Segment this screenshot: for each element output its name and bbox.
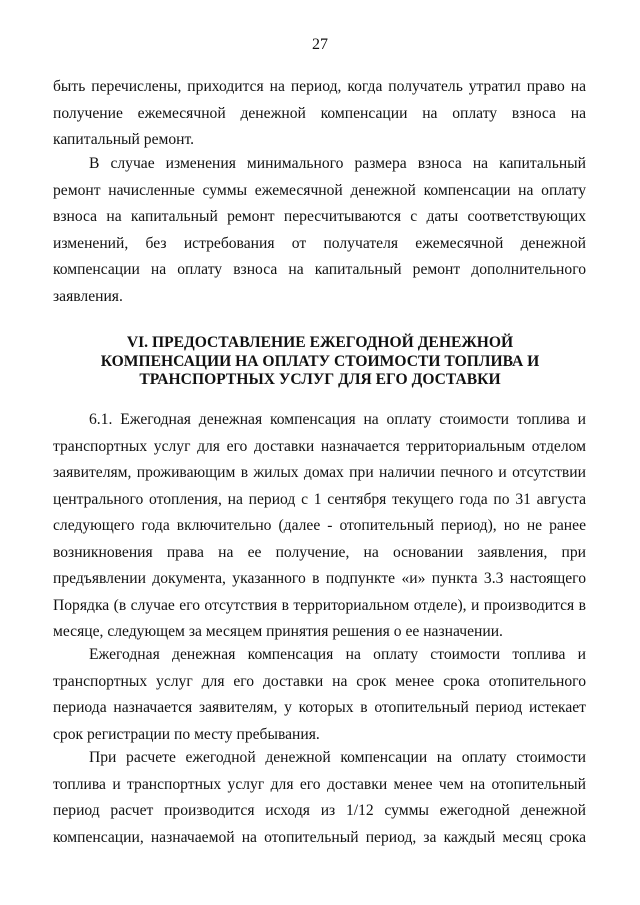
paragraph-recalculation	[53, 151, 586, 310]
text-line: взноса на капитальный ремонт пересчитываются с даты соответствующих	[53, 208, 586, 225]
text-line: заявителям, проживающим в жилых домах при наличии печного и отсутствии	[53, 464, 586, 481]
heading-line: ТРАНСПОРТНЫХ УСЛУГ ДЛЯ ЕГО ДОСТАВКИ	[139, 371, 501, 388]
paragraph-6-1	[53, 407, 586, 646]
text-line: предъявлении документа, указанного в подпункте «и» пункта 3.3 настоящего	[53, 570, 586, 587]
page-number: 27	[312, 36, 328, 53]
paragraph-continuation	[53, 74, 586, 154]
text-line: При расчете ежегодной денежной компенсации на оплату стоимости	[89, 749, 586, 766]
section-heading	[80, 334, 560, 390]
text-line: Порядка (в случае его отсутствия в территориальном отделе), и производится в	[53, 596, 586, 614]
text-line: транспортных услуг для его доставки на срок менее срока отопительного	[53, 672, 586, 690]
text-line: заявления.	[53, 287, 123, 305]
text-line: капитальный ремонт.	[53, 131, 195, 148]
text-line: компенсации на оплату взноса на капитальный ремонт дополнительного	[53, 261, 586, 278]
text-line: транспортных услуг для его доставки назначается территориальным отделом	[53, 437, 586, 455]
text-line: ремонт начисленные суммы ежемесячной денежной компенсации на оплату	[53, 181, 586, 199]
text-line: изменений, без истребования от получателя ежемесячной денежной	[53, 234, 586, 252]
heading-line: КОМПЕНСАЦИИ НА ОПЛАТУ СТОИМОСТИ ТОПЛИВА И	[100, 352, 540, 370]
text-line: период расчет производится исходя из 1/12 суммы ежегодной денежной	[53, 802, 586, 819]
text-line: получение ежемесячной денежной компенсации на оплату взноса на	[53, 104, 586, 122]
text-line: Ежегодная денежная компенсация на оплату стоимости топлива и	[89, 646, 586, 663]
text-line: периода назначается заявителям, у которых в отопительный период истекает	[53, 699, 586, 716]
heading-line: VI. ПРЕДОСТАВЛЕНИЕ ЕЖЕГОДНОЙ ДЕНЕЖНОЙ	[126, 334, 514, 351]
paragraph-calculation	[53, 745, 586, 851]
text-line: быть перечислены, приходится на период, когда получатель утратил право на	[53, 78, 586, 95]
text-line: 6.1. Ежегодная денежная компенсация на оплату стоимости топлива и	[89, 411, 586, 428]
text-line: центрального отопления, на период с 1 сентября текущего года по 31 августа	[53, 490, 586, 508]
text-line: В случае изменения минимального размера взноса на капитальный	[89, 155, 586, 172]
text-line: месяце, следующем за месяцем принятия решения о ее назначении.	[53, 623, 503, 640]
text-line: возникновения права на ее получение, на основании заявления, при	[53, 543, 586, 561]
text-line: следующего года включительно (далее - отопительный период), но не ранее	[53, 517, 586, 534]
text-line: срок регистрации по месту пребывания.	[53, 725, 320, 743]
text-line: топлива и транспортных услуг для его доставки менее чем на отопительный	[53, 775, 586, 793]
text-line: компенсации, назначаемой на отопительный период, за каждый месяц срока	[53, 828, 586, 846]
paragraph-shorter-period	[53, 642, 586, 748]
